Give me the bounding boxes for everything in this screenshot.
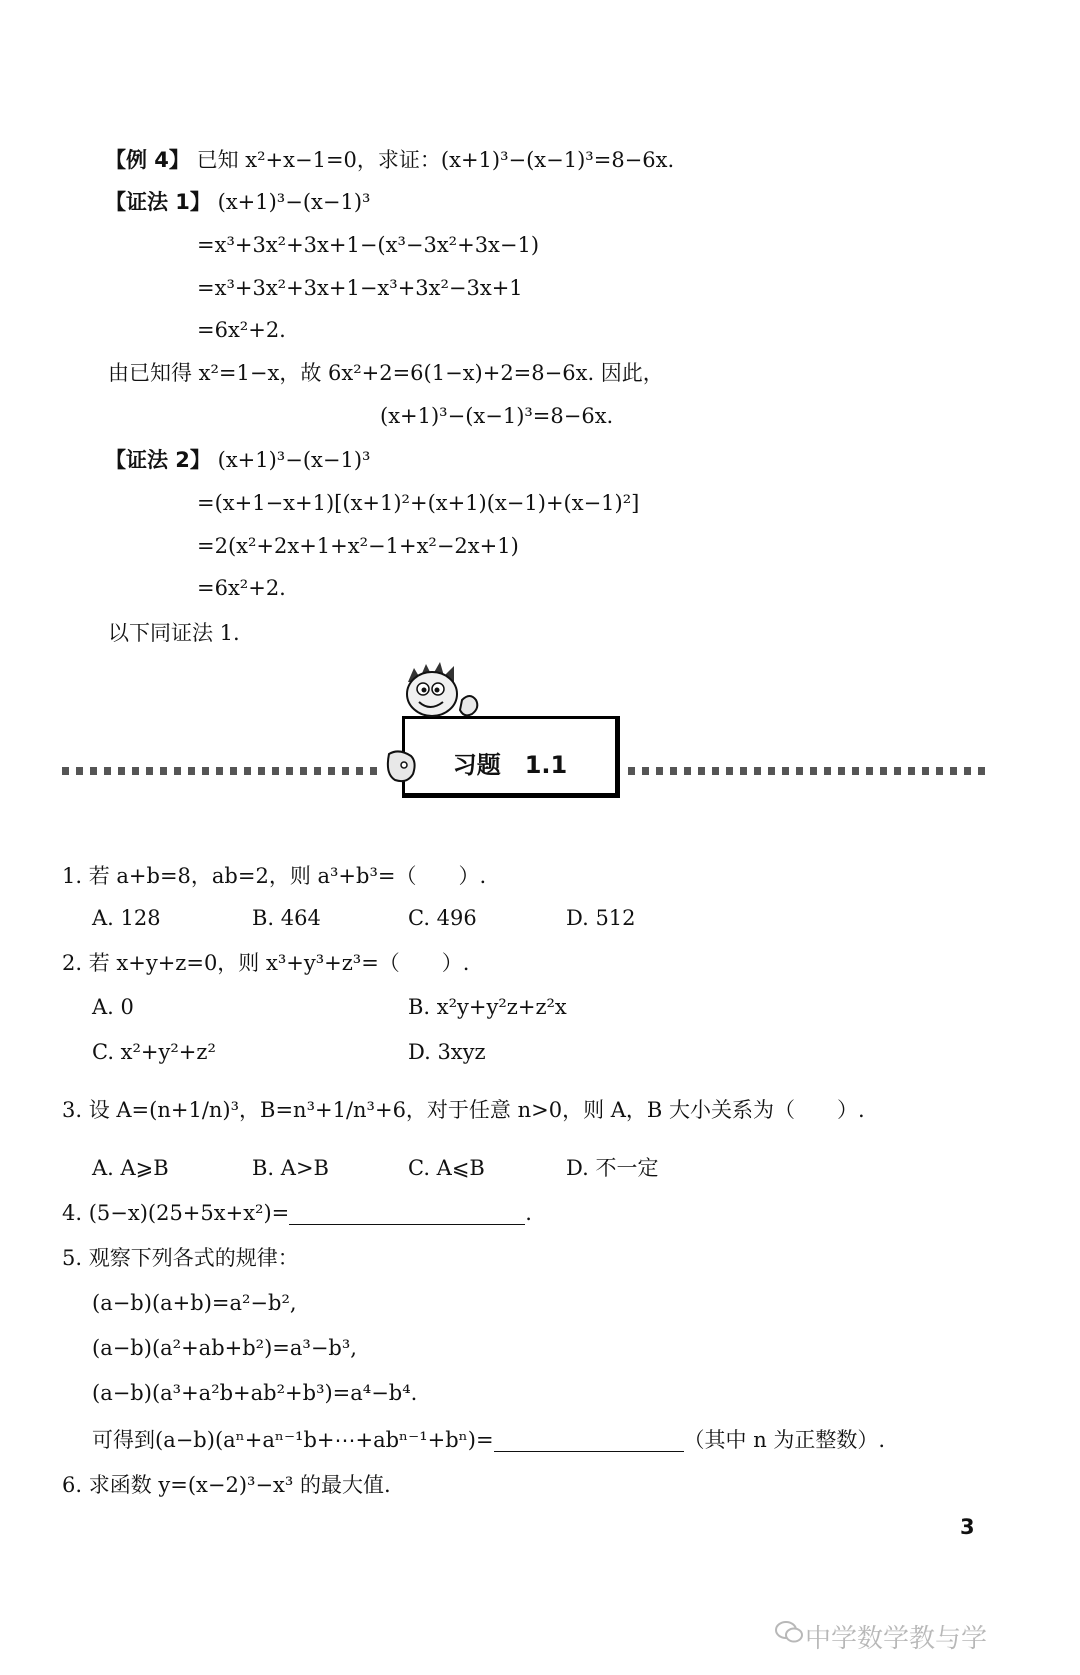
problem-5-stem: 5. 观察下列各式的规律： <box>62 1246 299 1270</box>
example-label: 【例 4】 <box>105 148 190 172</box>
problem-1-option-a: A. 128 <box>92 906 161 930</box>
page-number: 3 <box>960 1515 975 1539</box>
answer-blank <box>494 1430 684 1452</box>
problem-1-option-c: C. 496 <box>408 906 477 930</box>
problem-4-stem: 4. (5−x)(25+5x+x²)= <box>62 1201 290 1225</box>
proof1-result: (x+1)³−(x−1)³=8−6x. <box>380 404 614 428</box>
problem-5-line-2: (a−b)(a²+ab+b²)=a³−b³, <box>92 1336 357 1360</box>
exercise-title: 习题 1.1 <box>452 751 568 779</box>
proof2-line-2: =2(x²+2x+1+x²−1+x²−2x+1) <box>197 534 519 558</box>
proof2-line-1: =(x+1−x+1)[(x+1)²+(x+1)(x−1)+(x−1)²] <box>197 491 640 515</box>
problem-5-line-3: (a−b)(a³+a²b+ab²+b³)=a⁴−b⁴. <box>92 1381 418 1405</box>
dotted-divider-left <box>62 767 384 775</box>
problem-2-option-b: B. x²y+y²z+z²x <box>408 995 567 1019</box>
proof1-line-1: =x³+3x²+3x+1−(x³−3x²+3x−1) <box>197 233 540 257</box>
proof2-line-0: (x+1)³−(x−1)³ <box>217 448 371 472</box>
problem-5-note: （其中 n 为正整数）. <box>683 1428 886 1452</box>
proof2-line-3: =6x²+2. <box>197 576 286 600</box>
example-statement-line <box>105 150 674 171</box>
wechat-icon <box>775 1620 803 1644</box>
proof1-line-3: =6x²+2. <box>197 318 286 342</box>
problem-1-stem: 1. 若 a+b=8，ab=2，则 a³+b³=（ ）. <box>62 864 487 888</box>
problem-2-option-c: C. x²+y²+z² <box>92 1040 216 1064</box>
problem-3-option-c: C. A⩽B <box>408 1156 485 1180</box>
problem-2-option-d: D. 3xyz <box>408 1040 486 1064</box>
problem-5-ask: 可得到(a−b)(aⁿ+aⁿ⁻¹b+⋯+abⁿ⁻¹+bⁿ)= <box>92 1428 494 1452</box>
problem-3-option-a: A. A⩾B <box>92 1156 169 1180</box>
problem-1-option-d: D. 512 <box>566 906 636 930</box>
proof1-line-2: =x³+3x²+3x+1−x³+3x²−3x+1 <box>197 276 523 300</box>
problem-6-stem: 6. 求函数 y=(x−2)³−x³ 的最大值. <box>62 1473 391 1497</box>
problem-3-stem: 3. 设 A=(n+1/n)³，B=n³+1/n³+6，对于任意 n>0，则 A，B 大小关系为（ ）. <box>62 1098 865 1122</box>
proof2-label: 【证法 2】 <box>105 448 211 472</box>
proof1-conclusion: 由已知得 x²=1−x，故 6x²+2=6(1−x)+2=8−6x. 因此， <box>108 361 664 385</box>
proof1-first-line <box>105 192 370 213</box>
proof1-label: 【证法 1】 <box>105 190 211 214</box>
problem-1-option-b: B. 464 <box>252 906 321 930</box>
answer-blank <box>289 1203 525 1225</box>
problem-3-option-b: B. A>B <box>252 1156 329 1180</box>
example-statement: 已知 x²+x−1=0，求证：(x+1)³−(x−1)³=8−6x. <box>196 148 675 172</box>
cartoon-boy-icon <box>400 660 490 730</box>
problem-3-option-d: D. 不一定 <box>566 1156 659 1180</box>
pointing-hand-icon <box>385 748 419 784</box>
proof2-first-line <box>105 450 370 471</box>
watermark: 中学数学教与学 <box>805 1624 988 1654</box>
problem-2-stem: 2. 若 x+y+z=0，则 x³+y³+z³=（ ）. <box>62 951 470 975</box>
problem-4-end: . <box>525 1201 532 1225</box>
proof1-line-0: (x+1)³−(x−1)³ <box>217 190 371 214</box>
problem-4-line <box>62 1203 532 1225</box>
proof2-tail: 以下同证法 1. <box>108 621 240 645</box>
dotted-divider-right <box>628 767 990 775</box>
problem-5-line-1: (a−b)(a+b)=a²−b², <box>92 1291 297 1315</box>
problem-5-ask-line <box>92 1430 885 1452</box>
problem-2-option-a: A. 0 <box>92 995 134 1019</box>
